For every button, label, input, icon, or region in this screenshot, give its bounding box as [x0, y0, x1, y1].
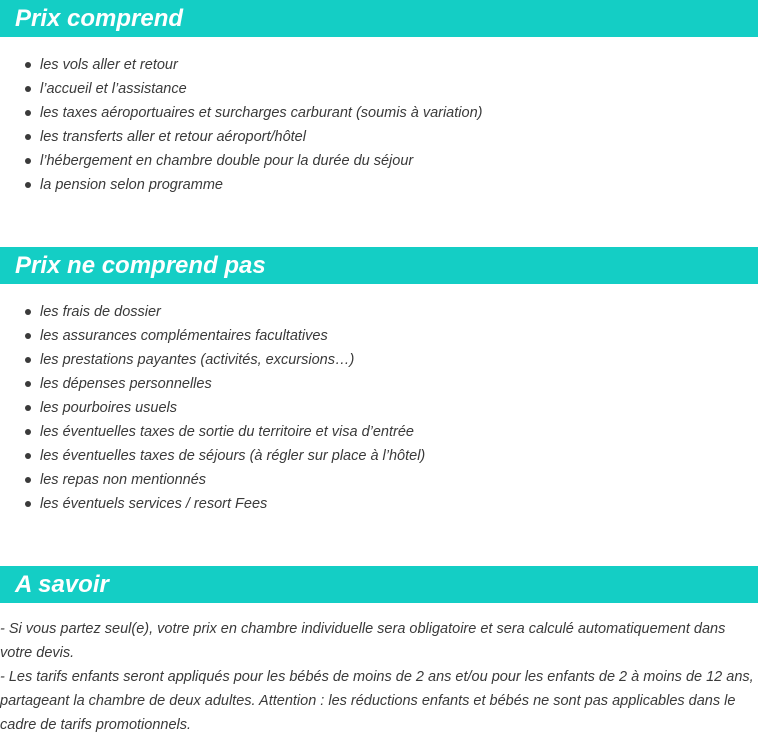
list-item-text: les éventuelles taxes de sortie du territoire et visa d’entrée [40, 424, 414, 440]
bullet-icon [25, 309, 31, 315]
bullet-icon [25, 110, 31, 116]
list-item-text: les prestations payantes (activités, excursions…) [40, 352, 355, 368]
list-item-text: les vols aller et retour [40, 57, 178, 73]
info-notes [0, 617, 756, 737]
list-item-text: les éventuelles taxes de séjours (à régler sur place à l’hôtel) [40, 448, 426, 464]
section-title: Prix comprend [15, 5, 184, 32]
list-item [0, 149, 482, 173]
list-item [0, 492, 425, 516]
section-header-prix-comprend [0, 0, 758, 37]
list-item [0, 468, 425, 492]
list-item [0, 372, 425, 396]
not-included-list [0, 300, 425, 516]
list-item-text: les frais de dossier [40, 304, 161, 320]
list-item [0, 125, 482, 149]
bullet-icon [25, 405, 31, 411]
list-item [0, 444, 425, 468]
list-item-text: la pension selon programme [40, 177, 223, 193]
bullet-icon [25, 357, 31, 363]
list-item-text: l’accueil et l’assistance [40, 81, 187, 97]
list-item [0, 300, 425, 324]
section-title: A savoir [15, 571, 109, 598]
list-item [0, 173, 482, 197]
bullet-icon [25, 381, 31, 387]
bullet-icon [25, 62, 31, 68]
list-item-text: les éventuels services / resort Fees [40, 496, 268, 512]
list-item-text: l’hébergement en chambre double pour la durée du séjour [40, 153, 414, 169]
list-item-text: les dépenses personnelles [40, 376, 212, 392]
list-item-text: les taxes aéroportuaires et surcharges carburant (soumis à variation) [40, 105, 483, 121]
list-item-text: les repas non mentionnés [40, 472, 207, 488]
list-item [0, 420, 425, 444]
list-item [0, 348, 425, 372]
list-item [0, 53, 482, 77]
bullet-icon [25, 453, 31, 459]
list-item [0, 396, 425, 420]
bullet-icon [25, 158, 31, 164]
section-header-prix-ne-comprend-pas [0, 247, 758, 284]
bullet-icon [25, 134, 31, 140]
list-item-text: les transferts aller et retour aéroport/hôtel [40, 129, 306, 145]
bullet-icon [25, 182, 31, 188]
section-title: Prix ne comprend pas [15, 252, 266, 279]
info-paragraph-child-rates: - Les tarifs enfants seront appliqués pour les bébés de moins de 2 ans et/ou pour les enfants de 2 à moins de 12 ans, partageant la chambre de deux adultes. Attention : les réductions enfants et bébés ne sont pas applicables dans le cadre de tarifs promotionnels. [0, 669, 754, 733]
bullet-icon [25, 501, 31, 507]
bullet-icon [25, 333, 31, 339]
list-item [0, 324, 425, 348]
list-item-text: les pourboires usuels [40, 400, 178, 416]
list-item [0, 77, 482, 101]
included-list [0, 53, 482, 197]
list-item [0, 101, 482, 125]
bullet-icon [25, 477, 31, 483]
list-item-text: les assurances complémentaires facultatives [40, 328, 328, 344]
bullet-icon [25, 86, 31, 92]
section-header-a-savoir [0, 566, 758, 603]
bullet-icon [25, 429, 31, 435]
info-paragraph-single-supplement: - Si vous partez seul(e), votre prix en chambre individuelle sera obligatoire et sera calculé automatiquement dans votre devis. [0, 621, 726, 661]
